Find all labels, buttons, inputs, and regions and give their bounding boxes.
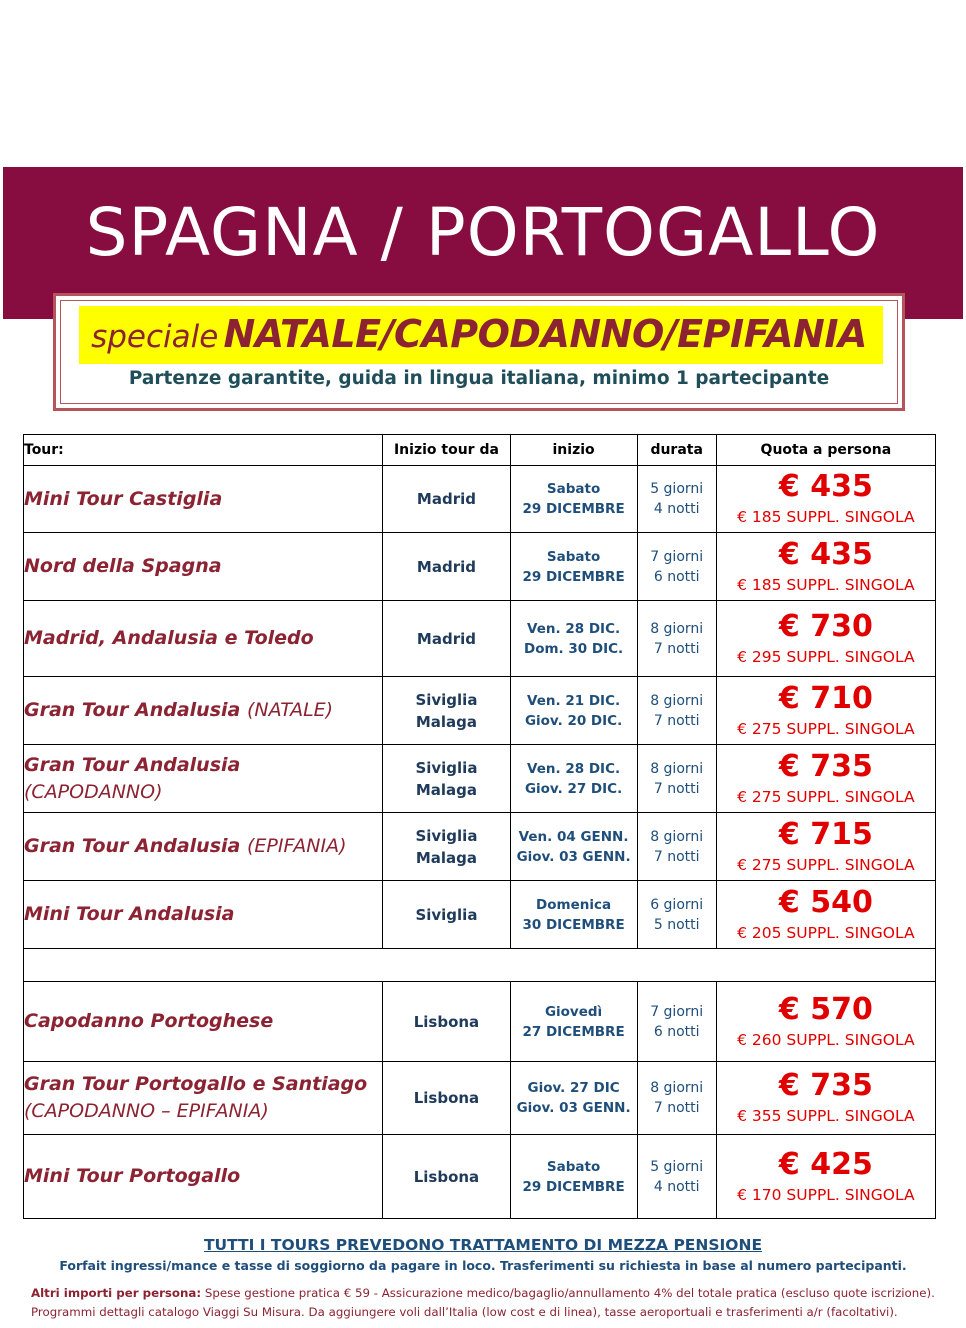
tour-name-main: Gran Tour Andalusia: [24, 835, 241, 857]
table-row: [24, 677, 936, 745]
start-date-cell: [510, 813, 637, 881]
duration-cell: [637, 466, 716, 533]
start-city-cell: [383, 745, 510, 813]
start-date-line1: Ven. 04 GENN.: [518, 828, 629, 845]
footer-costs-label: Altri importi per persona:: [31, 1286, 202, 1300]
duration-days: 7 giorni: [650, 1003, 704, 1020]
start-city: Siviglia: [415, 905, 478, 924]
tour-name-main: Capodanno Portoghese: [24, 1010, 274, 1032]
start-city: Lisbona: [413, 1012, 480, 1031]
header-start-date: inizio: [510, 435, 637, 466]
tour-name-main: Mini Tour Portogallo: [24, 1165, 241, 1187]
footer-catalog-note: Programmi dettagli catalogo Viaggi Su Misura. Da aggiungere voli dall’Italia (low cost e di linea), tasse aeroportuali e trasferimenti a/r (facoltativi).: [31, 1305, 898, 1319]
start-date-cell: [510, 1135, 637, 1219]
price-cell: [716, 813, 935, 881]
price-cell: [716, 533, 935, 601]
tour-name-cell: [24, 601, 383, 677]
price-cell: [716, 601, 935, 677]
table-header-row: [24, 435, 936, 466]
price: € 425: [778, 1146, 873, 1182]
start-date-cell: [510, 745, 637, 813]
spacer-cell: [24, 949, 936, 982]
duration-nights: 4 notti: [653, 501, 700, 517]
start-city-alt: Malaga: [415, 780, 478, 799]
tour-name-note: (CAPODANNO): [24, 780, 163, 803]
duration-nights: 7 notti: [653, 780, 700, 797]
tour-name-main: Gran Tour Andalusia: [24, 753, 241, 776]
price-cell: [716, 1062, 935, 1135]
tours-table: [23, 434, 936, 1219]
duration-days: 8 giorni: [650, 620, 704, 637]
price-cell: [716, 466, 935, 533]
start-city: Madrid: [416, 629, 476, 648]
tour-name-cell: [24, 677, 383, 745]
price-cell: [716, 982, 935, 1062]
start-city-alt: Malaga: [415, 848, 478, 867]
start-date-cell: [510, 601, 637, 677]
tour-name-cell: [24, 881, 383, 949]
single-supplement: € 275 SUPPL. SINGOLA: [737, 787, 915, 806]
start-date-cell: [510, 881, 637, 949]
single-supplement: € 260 SUPPL. SINGOLA: [737, 1030, 915, 1049]
header-price: Quota a persona: [716, 435, 935, 466]
start-date-line2: 29 DICEMBRE: [522, 1178, 625, 1195]
tour-name-cell: [24, 466, 383, 533]
start-date-line1: Giov. 27 DIC: [527, 1080, 620, 1096]
start-date-line2: Giov. 03 GENN.: [516, 1100, 631, 1116]
start-city: Madrid: [416, 490, 476, 508]
footer-costs-text: Spese gestione pratica € 59 - Assicurazione medico/bagaglio/annullamento 4% del totale pratica (escluso quote iscrizione).: [201, 1286, 935, 1300]
tour-name-main: Mini Tour Andalusia: [24, 903, 235, 925]
start-date-line1: Sabato: [546, 481, 601, 497]
special-heading: [56, 304, 902, 372]
start-date-line2: Dom. 30 DIC.: [524, 640, 624, 657]
single-supplement: € 355 SUPPL. SINGOLA: [737, 1107, 915, 1125]
duration-nights: 7 notti: [653, 1100, 700, 1116]
start-city-cell: [383, 677, 510, 745]
tour-name-cell: [24, 813, 383, 881]
special-title: NATALE/CAPODANNO/EPIFANIA: [223, 312, 867, 356]
single-supplement: € 170 SUPPL. SINGOLA: [737, 1185, 915, 1204]
duration-cell: [637, 677, 716, 745]
price: € 735: [778, 748, 873, 784]
start-city: Lisbona: [413, 1089, 480, 1107]
footer-note: Forfait ingressi/mance e tasse di soggiorno da pagare in loco. Trasferimenti su richiesta in base al numero partecipanti.: [59, 1258, 907, 1273]
duration-cell: [637, 1135, 716, 1219]
start-date-cell: [510, 1062, 637, 1135]
duration-nights: 5 notti: [653, 916, 700, 933]
start-date-line2: Giov. 03 GENN.: [516, 848, 631, 865]
header-duration: durata: [637, 435, 716, 466]
table-row: [24, 813, 936, 881]
single-supplement: € 295 SUPPL. SINGOLA: [737, 647, 915, 666]
start-city-cell: [383, 813, 510, 881]
tour-name-main: Gran Tour Andalusia: [24, 699, 241, 721]
start-city-cell: [383, 533, 510, 601]
start-date-line1: Ven. 28 DIC.: [527, 620, 621, 637]
duration-cell: [637, 813, 716, 881]
table-row: [24, 1135, 936, 1219]
duration-days: 8 giorni: [650, 760, 704, 777]
duration-days: 6 giorni: [650, 896, 704, 913]
duration-cell: [637, 533, 716, 601]
special-prefix: speciale: [91, 319, 219, 355]
table-row: [24, 466, 936, 533]
start-date-line1: Ven. 28 DIC.: [527, 760, 621, 777]
start-city-cell: [383, 1062, 510, 1135]
price: € 735: [778, 1068, 873, 1103]
start-date-cell: [510, 982, 637, 1062]
table-spacer-row: [24, 949, 936, 982]
start-date-cell: [510, 466, 637, 533]
duration-days: 8 giorni: [650, 692, 704, 709]
single-supplement: € 205 SUPPL. SINGOLA: [737, 923, 915, 942]
start-city-cell: [383, 1135, 510, 1219]
table-row: [24, 881, 936, 949]
table-row: [24, 601, 936, 677]
duration-nights: 7 notti: [653, 712, 700, 729]
price: € 540: [778, 884, 873, 920]
start-date-line2: 30 DICEMBRE: [522, 916, 625, 933]
start-city-cell: [383, 982, 510, 1062]
price: € 570: [778, 991, 873, 1027]
duration-nights: 6 notti: [653, 1023, 700, 1040]
table-row: [24, 533, 936, 601]
duration-cell: [637, 881, 716, 949]
tour-name-cell: [24, 1135, 383, 1219]
start-date-line2: 29 DICEMBRE: [522, 501, 625, 517]
price-cell: [716, 677, 935, 745]
single-supplement: € 275 SUPPL. SINGOLA: [737, 855, 915, 874]
start-city-alt: Malaga: [415, 712, 478, 731]
footer-title: TUTTI I TOURS PREVEDONO TRATTAMENTO DI MEZZA PENSIONE: [203, 1236, 763, 1254]
price: € 710: [778, 680, 873, 716]
duration-cell: [637, 1062, 716, 1135]
start-date-line1: Sabato: [546, 548, 601, 565]
tour-name-cell: [24, 1062, 383, 1135]
start-date-cell: [510, 677, 637, 745]
price: € 715: [778, 816, 873, 852]
duration-days: 5 giorni: [650, 481, 704, 497]
start-date-line2: 29 DICEMBRE: [522, 568, 625, 585]
single-supplement: € 185 SUPPL. SINGOLA: [737, 575, 915, 594]
start-city: Siviglia: [415, 758, 478, 777]
start-city-cell: [383, 466, 510, 533]
start-city: Siviglia: [415, 690, 478, 709]
price-cell: [716, 881, 935, 949]
tour-name-cell: [24, 745, 383, 813]
price: € 435: [778, 536, 873, 572]
header-start-city: Inizio tour da: [383, 435, 510, 466]
duration-days: 7 giorni: [650, 548, 704, 565]
start-city: Siviglia: [415, 826, 478, 845]
start-date-line2: 27 DICEMBRE: [522, 1023, 625, 1040]
tour-name-main: Nord della Spagna: [24, 555, 222, 577]
price-cell: [716, 745, 935, 813]
duration-nights: 4 notti: [653, 1178, 700, 1195]
duration-cell: [637, 745, 716, 813]
price: € 435: [778, 469, 873, 504]
tour-name-note: (EPIFANIA): [246, 835, 347, 857]
start-date-line1: Giovedì: [544, 1003, 603, 1020]
duration-days: 8 giorni: [650, 1080, 704, 1096]
tour-name-note: (CAPODANNO – EPIFANIA): [24, 1100, 269, 1122]
tour-name-cell: [24, 533, 383, 601]
duration-days: 5 giorni: [650, 1158, 704, 1175]
single-supplement: € 275 SUPPL. SINGOLA: [737, 719, 915, 738]
start-date-line1: Domenica: [536, 896, 612, 913]
special-subtitle: Partenze garantite, guida in lingua italiana, minimo 1 partecipante: [128, 368, 830, 389]
table-row: [24, 745, 936, 813]
tour-name-main: Mini Tour Castiglia: [24, 487, 223, 510]
tour-name-note: (NATALE): [246, 699, 334, 721]
tour-name-main: Madrid, Andalusia e Toledo: [24, 627, 314, 649]
header-tour: Tour:: [24, 435, 383, 466]
page-title: SPAGNA / PORTOGALLO: [85, 194, 881, 271]
start-city-cell: [383, 881, 510, 949]
duration-nights: 7 notti: [653, 848, 700, 865]
table-row: [24, 1062, 936, 1135]
start-date-line1: Sabato: [546, 1158, 601, 1175]
single-supplement: € 185 SUPPL. SINGOLA: [737, 508, 915, 526]
start-city-cell: [383, 601, 510, 677]
price: € 730: [778, 608, 873, 644]
start-date-line2: Giov. 20 DIC.: [524, 712, 623, 729]
start-date-cell: [510, 533, 637, 601]
price-cell: [716, 1135, 935, 1219]
tour-name-main: Gran Tour Portogallo e Santiago: [24, 1073, 368, 1095]
footer-costs: [31, 1286, 951, 1300]
table-row: [24, 982, 936, 1062]
duration-nights: 6 notti: [653, 568, 700, 585]
start-date-line2: Giov. 27 DIC.: [524, 780, 623, 797]
tour-name-cell: [24, 982, 383, 1062]
special-box: [53, 293, 905, 411]
start-city: Madrid: [416, 557, 476, 576]
duration-days: 8 giorni: [650, 828, 704, 845]
duration-nights: 7 notti: [653, 640, 700, 657]
start-date-line1: Ven. 21 DIC.: [527, 692, 621, 709]
start-city: Lisbona: [413, 1167, 480, 1186]
duration-cell: [637, 982, 716, 1062]
duration-cell: [637, 601, 716, 677]
